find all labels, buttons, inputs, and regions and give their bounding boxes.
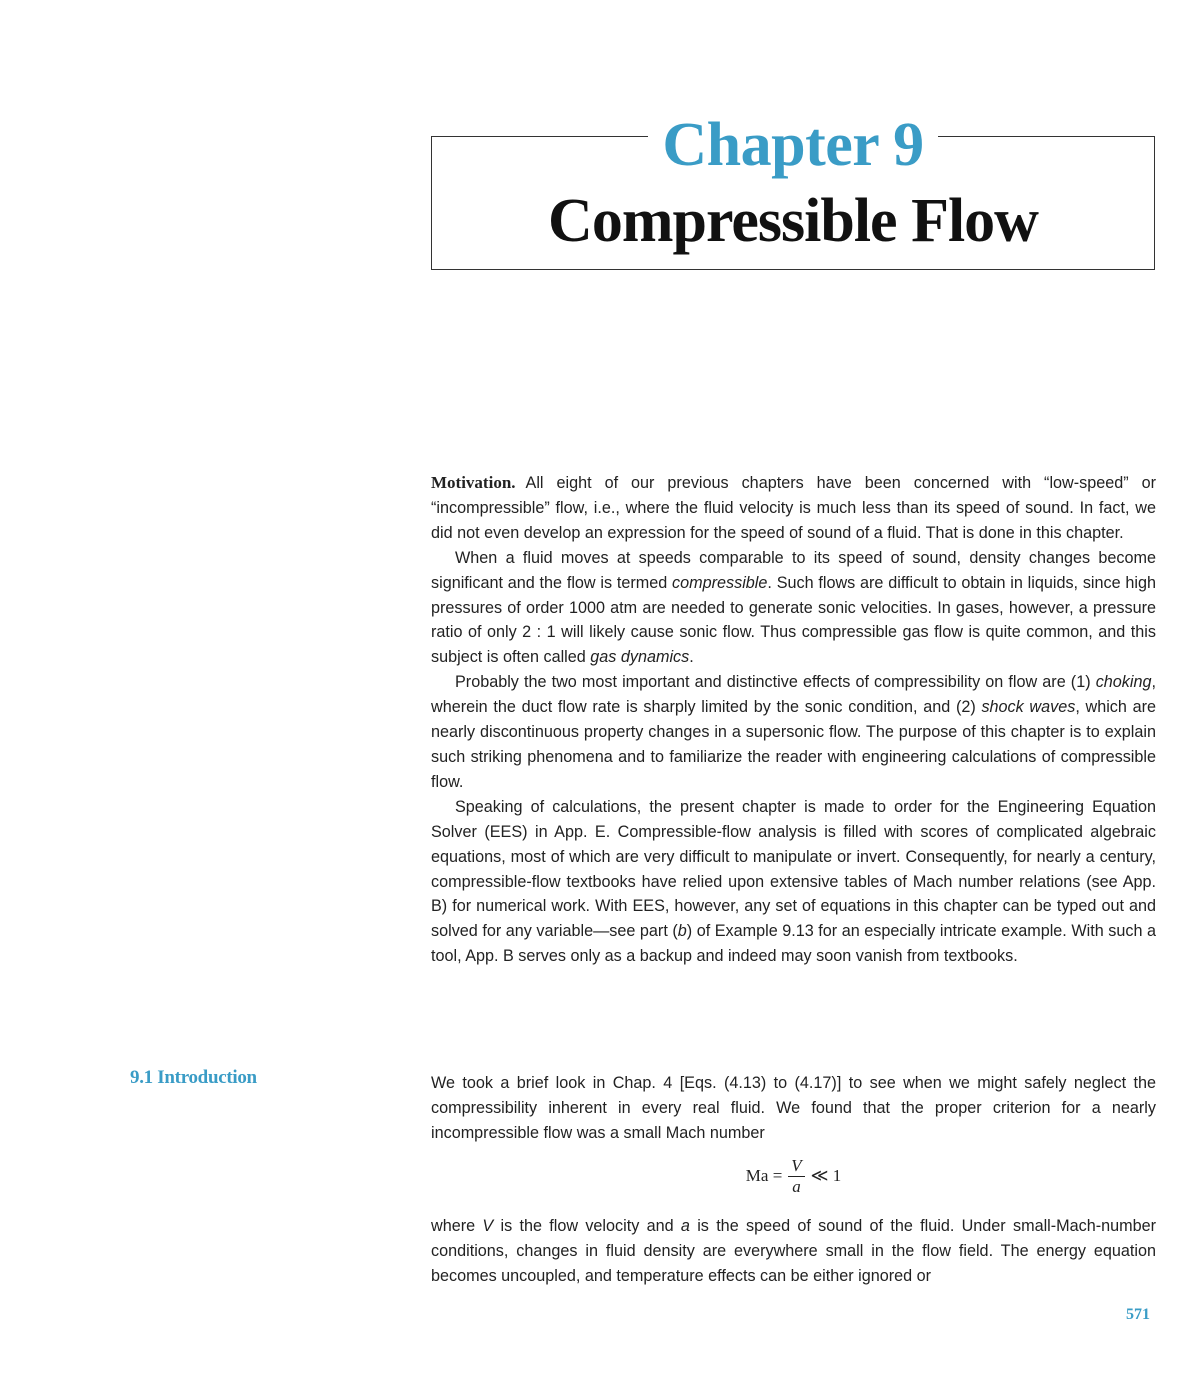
equation-rhs: ≪ 1 <box>810 1166 842 1185</box>
mach-number-equation <box>431 1151 1156 1201</box>
chapter-header-box <box>431 111 1155 270</box>
motivation-paragraph-2: When a fluid moves at speeds comparable to its speed of sound, density changes become significant and the flow is termed compressible. Such flows are difficult to obtain in liquids, since high pressures of order 1000 atm are needed to generate sonic velocities. In gases, however, a pressure ratio of only 2 : 1 will likely cause sonic flow. Thus compressible gas flow is quite common, and this subject is often called gas dynamics. <box>431 548 1156 667</box>
section-heading: 9.1 Introduction <box>130 1067 257 1088</box>
introduction-paragraph-1: We took a brief look in Chap. 4 [Eqs. (4.13) to (4.17)] to see when we might safely neglect the compressibility inherent in every real fluid. We found that the proper criterion for a nearly incompressible flow was a small Mach number <box>431 1074 1156 1142</box>
motivation-paragraph-3: Probably the two most important and distinctive effects of compressibility on flow are (1) choking, wherein the duct flow rate is sharply limited by the sonic condition, and (2) shock waves, which are nearly discontinuous property changes in a supersonic flow. The purpose of this chapter is to explain such striking phenomena and to familiarize the reader with engineering calculations of compressible flow. <box>431 673 1156 791</box>
motivation-section <box>431 471 1156 969</box>
motivation-paragraph-1: Motivation. All eight of our previous chapters have been concerned with “low-speed” or “incompressible” flow, i.e., where the fluid velocity is much less than its speed of sound. In fact, we did not even develop an expression for the speed of sound of a fluid. That is done in this chapter. <box>431 473 1156 542</box>
motivation-paragraph-4: Speaking of calculations, the present chapter is made to order for the Engineering Equation Solver (EES) in App. E. Compressible-flow analysis is filled with scores of complicated algebraic equations, most of which are very difficult to manipulate or invert. Consequently, for nearly a century, compressible-flow textbooks have relied upon extensive tables of Mach number relations (see App. B) for numerical work. With EES, however, any set of equations in this chapter can be typed out and solved for any variable—see part (b) of Example 9.13 for an especially intricate example. With such a tool, App. B serves only as a backup and indeed may soon vanish from textbooks. <box>431 797 1156 966</box>
chapter-title: Compressible Flow <box>548 187 1038 255</box>
motivation-run-in-heading: Motivation. <box>431 473 516 492</box>
equation-fraction <box>788 1156 804 1197</box>
equation-numerator: V <box>788 1156 804 1177</box>
chapter-number: Chapter 9 <box>432 109 1154 181</box>
page-number: 571 <box>1126 1306 1150 1323</box>
equation-lhs: Ma = <box>745 1166 783 1185</box>
introduction-paragraph-2: where V is the flow velocity and a is the speed of sound of the fluid. Under small-Mach-number conditions, changes in fluid density are everywhere small in the flow field. The energy equation becomes uncoupled, and temperature effects can be either ignored or <box>431 1217 1157 1285</box>
equation-denominator: a <box>792 1176 801 1196</box>
